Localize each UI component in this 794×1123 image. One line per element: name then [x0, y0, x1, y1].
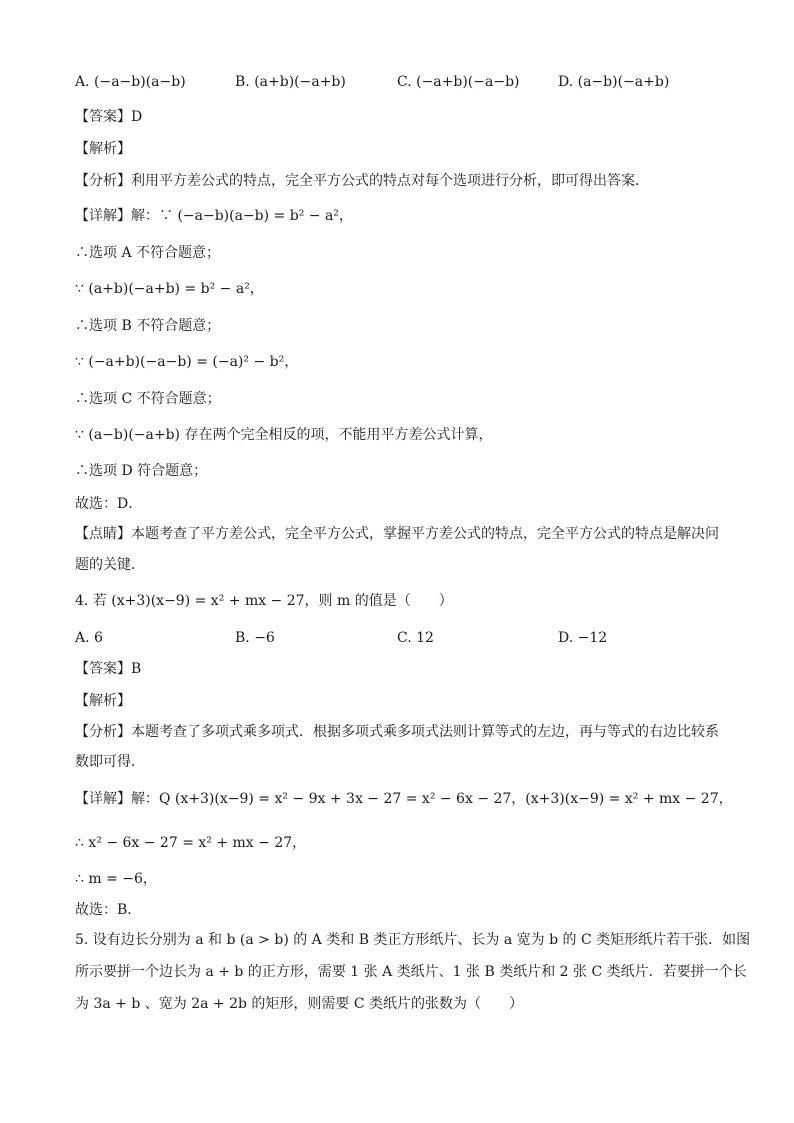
- q3-analysis: 【分析】利用平方差公式的特点，完全平方公式的特点对每个选项进行分析，即可得出答案．: [75, 173, 649, 189]
- q3-detail-line: ∴选项 A 不符合题意；: [75, 245, 221, 261]
- q4-step: ∴ m = −6，: [75, 871, 157, 887]
- q3-jiexi-heading: 【解析】: [75, 141, 131, 157]
- q4-analysis-cont: 数即可得．: [75, 754, 145, 770]
- q4-step: ∴ x² − 6x − 27 = x² + mx − 27，: [75, 835, 307, 851]
- q4-detail: 【详解】解：Q (x+3)(x−9) = x² − 9x + 3x − 27 = x² − 6x − 27，(x+3)(x−9) = x² + mx − 27，: [75, 791, 733, 807]
- q3-option-d: D. (a−b)(−a+b): [558, 74, 670, 90]
- q4-option-d: D. −12: [558, 630, 608, 646]
- q3-answer: 【答案】D: [75, 109, 143, 125]
- q3-option-a: A. (−a−b)(a−b): [75, 74, 186, 90]
- q4-options: [0, 628, 794, 648]
- q4-option-b: B. −6: [235, 630, 275, 646]
- q4-jiexi-heading: 【解析】: [75, 693, 131, 709]
- q4-choose: 故选：B．: [75, 902, 142, 918]
- q3-detail-line: ∴选项 B 不符合题意；: [75, 318, 221, 334]
- q4-option-a: A. 6: [75, 630, 103, 646]
- q5-stem-cont: 为 3a + b 、宽为 2a + 2b 的矩形，则需要 C 类纸片的张数为（ ）: [75, 996, 524, 1012]
- q3-option-c: C. (−a+b)(−a−b): [397, 74, 520, 90]
- q4-analysis: 【分析】本题考查了多项式乘多项式．根据多项式乘多项式法则计算等式的左边，再与等式的右边比较系: [75, 724, 719, 740]
- q4-answer: 【答案】B: [75, 661, 142, 677]
- q5-stem-cont: 所示要拼一个边长为 a + b 的正方形，需要 1 张 A 类纸片、1 张 B 类纸片和 2 张 C 类纸片．若要拼一个长: [75, 964, 747, 980]
- q3-option-b: B. (a+b)(−a+b): [235, 74, 346, 90]
- q5-stem: 5. 设有边长分别为 a 和 b (a > b) 的 A 类和 B 类正方形纸片、长为 a 宽为 b 的 C 类矩形纸片若干张．如图: [75, 932, 751, 948]
- q4-option-c: C. 12: [397, 630, 434, 646]
- q3-options: [0, 72, 794, 92]
- q3-comment-cont: 题的关键．: [75, 557, 145, 573]
- q3-detail-line: ∴选项 D 符合题意；: [75, 463, 208, 479]
- q3-detail-line: ∵ (−a+b)(−a−b) = (−a)² − b²，: [75, 354, 299, 370]
- q3-detail-line: 【详解】解：∵ (−a−b)(a−b) = b² − a²，: [75, 208, 353, 224]
- q3-detail-line: ∵ (a+b)(−a+b) = b² − a²，: [75, 281, 264, 297]
- q3-comment: 【点睛】本题考查了平方差公式，完全平方公式，掌握平方差公式的特点，完全平方公式的特点是解决问: [75, 526, 719, 542]
- q3-detail-line: ∴选项 C 不符合题意；: [75, 391, 221, 407]
- q3-choose: 故选：D．: [75, 496, 143, 512]
- q3-detail-line: ∵ (a−b)(−a+b) 存在两个完全相反的项，不能用平方差公式计算，: [75, 427, 493, 443]
- q4-stem: 4. 若 (x+3)(x−9) = x² + mx − 27，则 m 的值是（ ）: [75, 593, 453, 609]
